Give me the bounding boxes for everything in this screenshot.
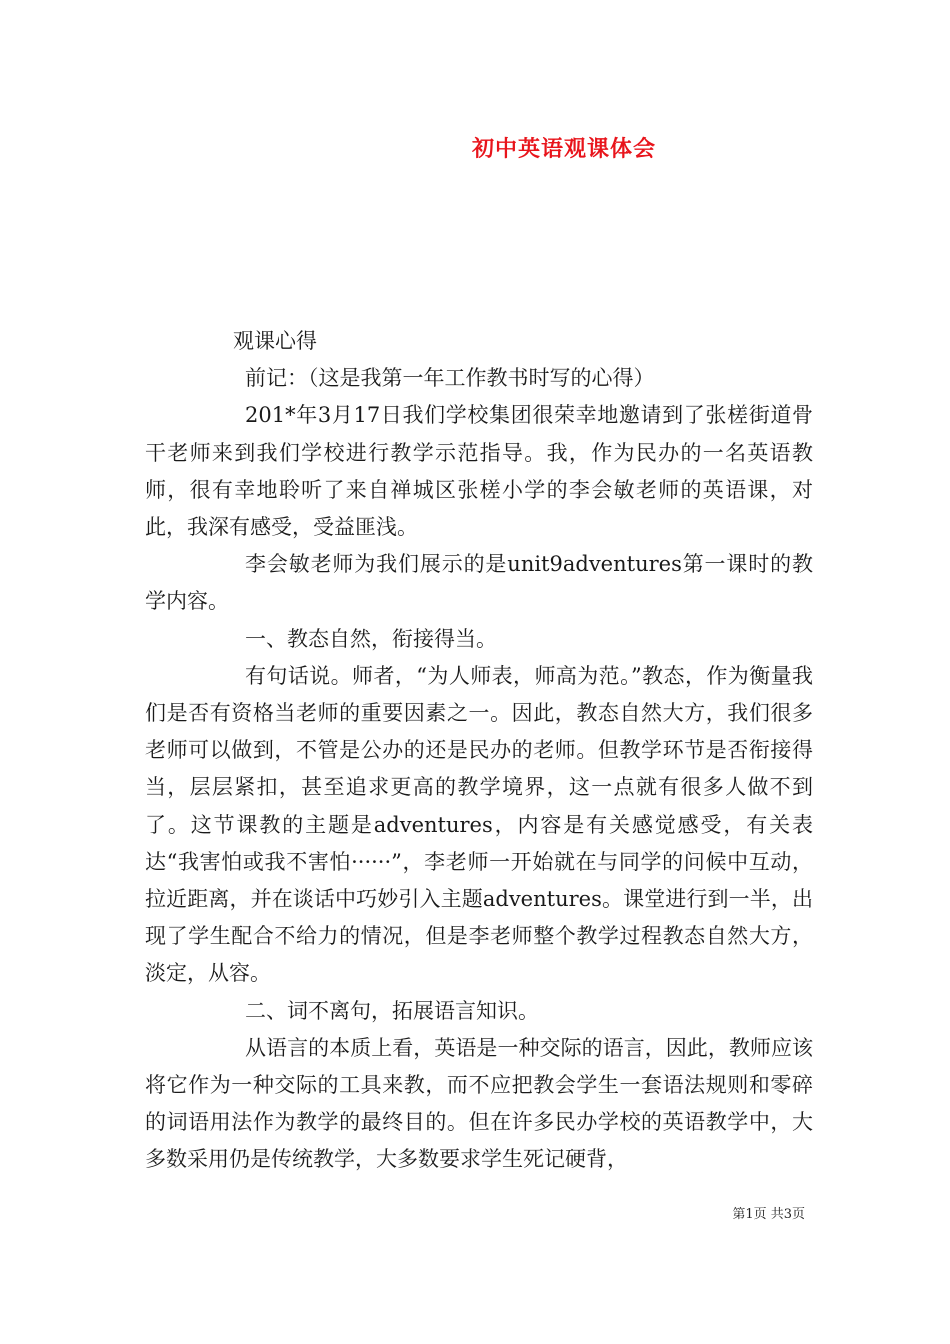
paragraph-preface: 前记：（这是我第一年工作教书时写的心得） [245, 366, 655, 391]
subheading-one: 一、教态自然，衔接得当。 [245, 626, 497, 651]
page-title: 初中英语观课体会 [471, 136, 656, 162]
document-body [145, 323, 813, 1179]
subheading-two: 二、词不离句，拓展语言知识。 [245, 998, 539, 1023]
paragraph-teaching-manner: 有句话说。师者，“为人师表，师高为范。”教态，作为衡量我们是否有资格当老师的重要因素之一。因此，教态自然大方，我们很多老师可以做到，不管是公办的还是民办的老师。但教学环节是否衔接得当，层层紧扣，甚至追求更高的教学境界，这一点就有很多人做不到了。这节课教的主题是adventures，内容是有关感觉感受，有关表达“我害怕或我不害怕······”，李老师一开始就在与同学的问候中互动，拉近距离，并在谈话中巧妙引入主题adventures。课堂进行到一半，出现了学生配合不给力的情况，但是李老师整个教学过程教态自然大方，淡定，从容。 [145, 663, 813, 986]
page-number: 第1页 共3页 [732, 1207, 805, 1222]
paragraph-intro: 201*年3月17日我们学校集团很荣幸地邀请到了张槎街道骨干老师来到我们学校进行教学示范指导。我，作为民办的一名英语教师，很有幸地聆听了来自禅城区张槎小学的李会敏老师的英语课，对此，我深有感受，受益匪浅。 [145, 403, 813, 540]
paragraph-language-nature: 从语言的本质上看，英语是一种交际的语言，因此，教师应该将它作为一种交际的工具来教，而不应把教会学生一套语法规则和零碎的词语用法作为教学的最终目的。但在许多民办学校的英语教学中，大多数采用仍是传统教学，大多数要求学生死记硬背， [145, 1035, 813, 1172]
section-heading: 观课心得 [233, 329, 317, 353]
paragraph-lesson-content: 李会敏老师为我们展示的是unit9adventures第一课时的教学内容。 [145, 552, 813, 614]
